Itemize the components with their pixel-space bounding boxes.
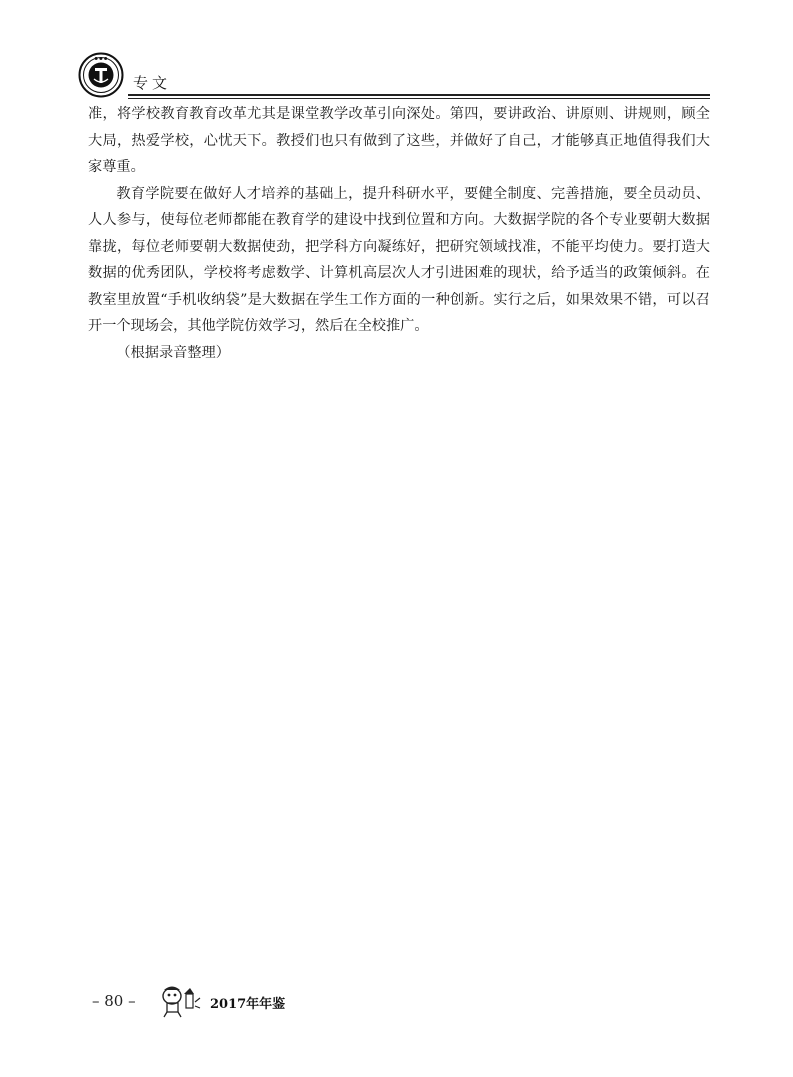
section-label: 专文 (133, 74, 172, 92)
page-number: – 80 – (92, 992, 136, 1010)
mascot-icon (158, 984, 202, 1018)
source-note: （根据录音整理） (116, 344, 230, 361)
svg-text:● ● ●: ● ● ● (94, 55, 108, 61)
header-rule-thin (128, 98, 710, 99)
paragraph: 准，将学校教育教育改革尤其是课堂教学改革引向深处。第四，要讲政治、讲原则、讲规则，顾全大局，热爱学校，心忧天下。教授们也只有做到了这些，并做好了自己，才能够真正地值得我们大家尊重。 (88, 106, 710, 175)
header-rule (128, 94, 710, 96)
paragraph: 教育学院要在做好人才培养的基础上，提升科研水平，要健全制度、完善措施，要全员动员、人人参与，使每位老师都能在教育学的建设中找到位置和方向。大数据学院的各个专业要朝大数据靠拢，每位老师要朝大数据使劲，把学科方向凝练好，把研究领域找准，不能平均使力。要打造大数据的优秀团队，学校将考虑数学、计算机高层次人才引进困难的现状，给予适当的政策倾斜。在教室里放置“手机收纳袋”是大数据在学生工作方面的一种创新。实行之后，如果效果不错，可以召开一个现场会，其他学院仿效学习，然后在全校推广。 (88, 185, 710, 334)
article-body (88, 101, 710, 366)
page-footer (92, 984, 392, 1024)
yearbook-title: 2017年年鉴 (210, 997, 286, 1012)
university-logo-icon (78, 52, 124, 98)
page-header (78, 52, 710, 98)
